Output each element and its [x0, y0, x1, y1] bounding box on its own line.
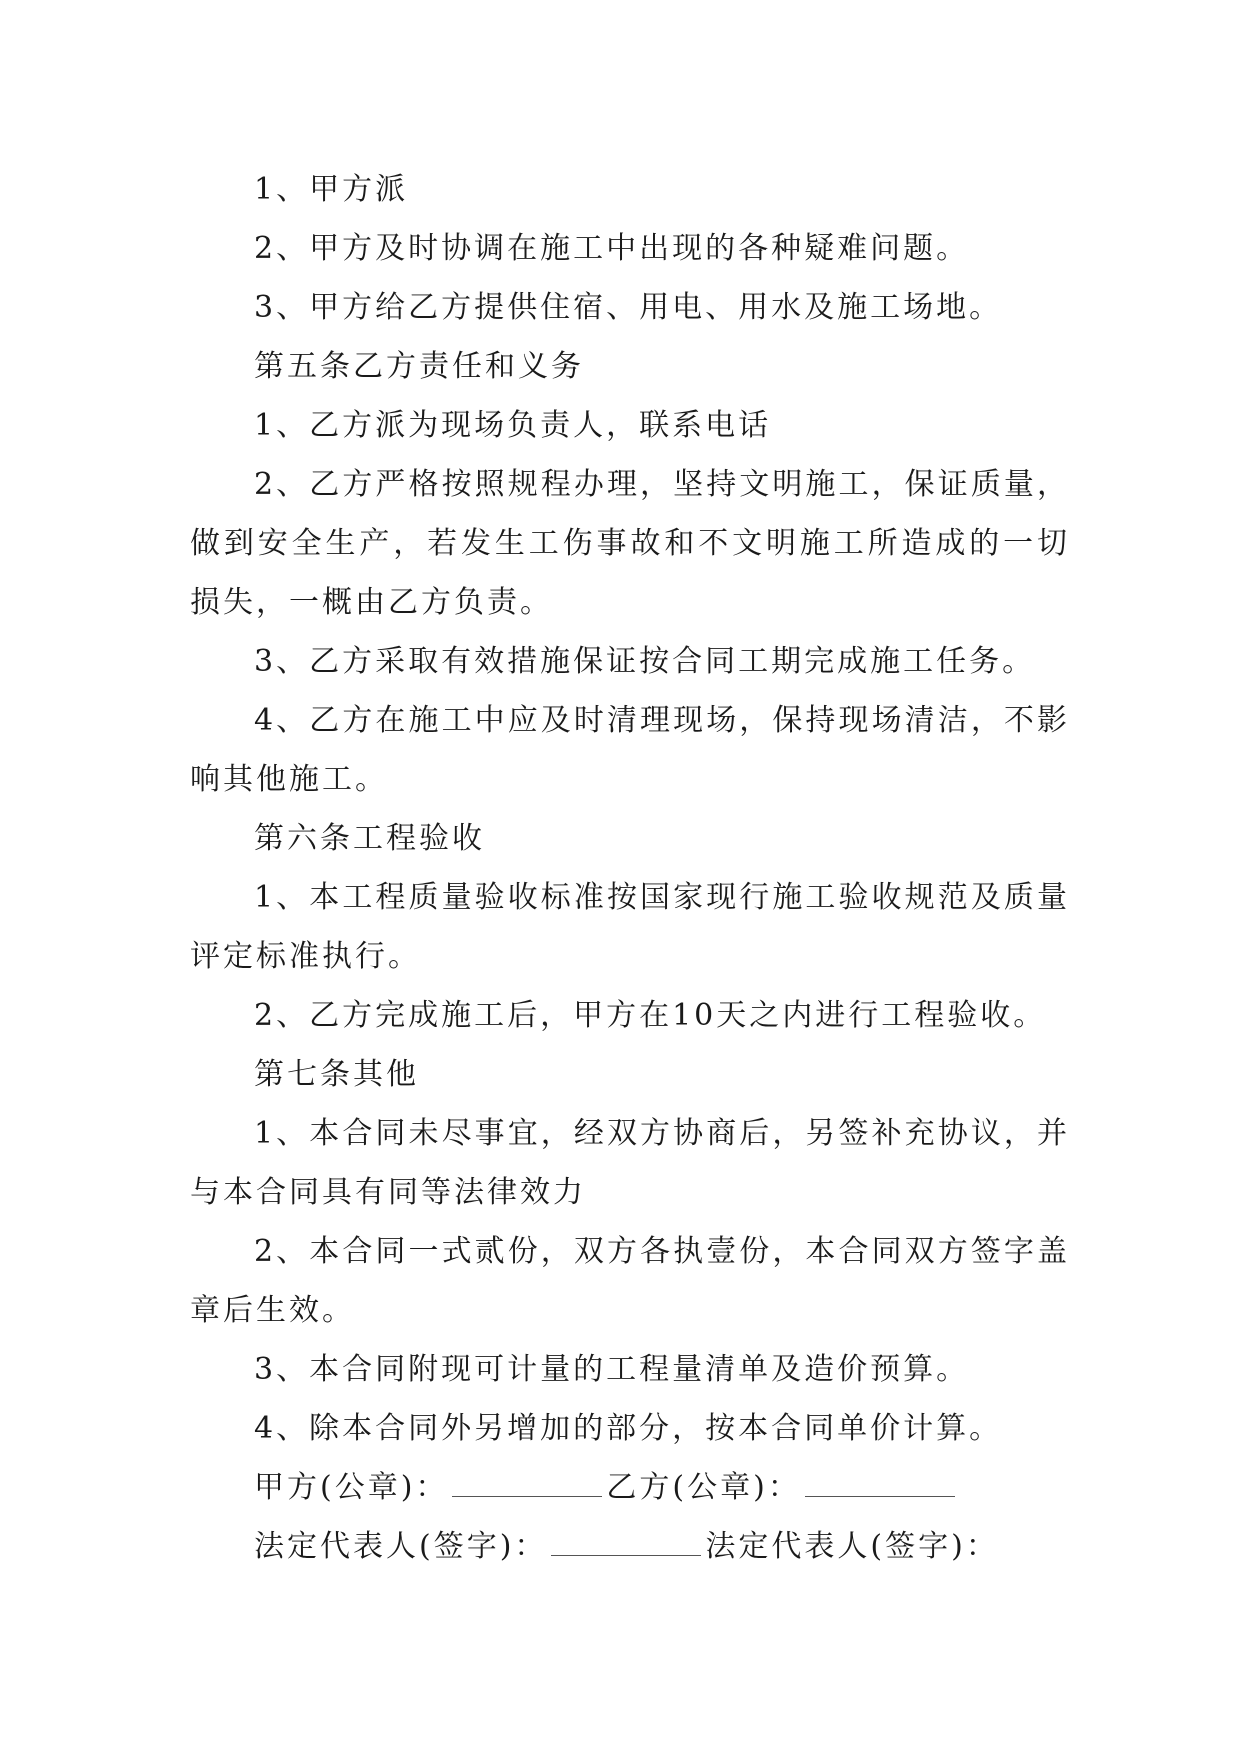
party-b-seal-blank[interactable]	[805, 1466, 955, 1497]
clause-a2: 2、甲方及时协调在施工中出现的各种疑难问题。	[254, 231, 970, 266]
clause-a1: 1、甲方派	[254, 172, 409, 207]
clause-7-2: 2、本合同一式贰份，双方各执壹份，本合同双方签字盖章后生效。	[190, 1234, 1070, 1328]
legal-rep-a-label: 法定代表人(签字)：	[254, 1529, 548, 1564]
clause-5-1: 1、乙方派为现场负责人，联系电话	[254, 408, 772, 443]
seal-row	[190, 1458, 1070, 1517]
contract-body	[190, 160, 1070, 1576]
party-b-seal-label: 乙方(公章)：	[606, 1470, 801, 1505]
legal-rep-a-blank[interactable]	[551, 1525, 701, 1556]
clause-7-1: 1、本合同未尽事宜，经双方协商后，另签补充协议，并与本合同具有同等法律效力	[190, 1116, 1070, 1210]
clause-5-3: 3、乙方采取有效措施保证按合同工期完成施工任务。	[254, 644, 1036, 679]
article-6-heading: 第六条工程验收	[254, 821, 485, 856]
clause-7-4: 4、除本合同外另增加的部分，按本合同单价计算。	[254, 1411, 1003, 1446]
clause-5-2: 2、乙方严格按照规程办理，坚持文明施工，保证质量，做到安全生产，若发生工伤事故和不文明施工所造成的一切损失，一概由乙方负责。	[190, 467, 1070, 620]
legal-rep-row	[190, 1517, 1070, 1576]
article-5-heading: 第五条乙方责任和义务	[254, 349, 584, 384]
clause-5-4: 4、乙方在施工中应及时清理现场，保持现场清洁，不影响其他施工。	[190, 703, 1070, 797]
party-a-seal-blank[interactable]	[452, 1466, 602, 1497]
party-a-seal-label: 甲方(公章)：	[254, 1470, 449, 1505]
clause-7-3: 3、本合同附现可计量的工程量清单及造价预算。	[254, 1352, 970, 1387]
legal-rep-b-label: 法定代表人(签字)：	[705, 1529, 999, 1564]
clause-a3: 3、甲方给乙方提供住宿、用电、用水及施工场地。	[254, 290, 1003, 325]
article-7-heading: 第七条其他	[254, 1057, 419, 1092]
clause-6-1: 1、本工程质量验收标准按国家现行施工验收规范及质量评定标准执行。	[190, 880, 1070, 974]
clause-6-2: 2、乙方完成施工后，甲方在10天之内进行工程验收。	[254, 998, 1047, 1033]
